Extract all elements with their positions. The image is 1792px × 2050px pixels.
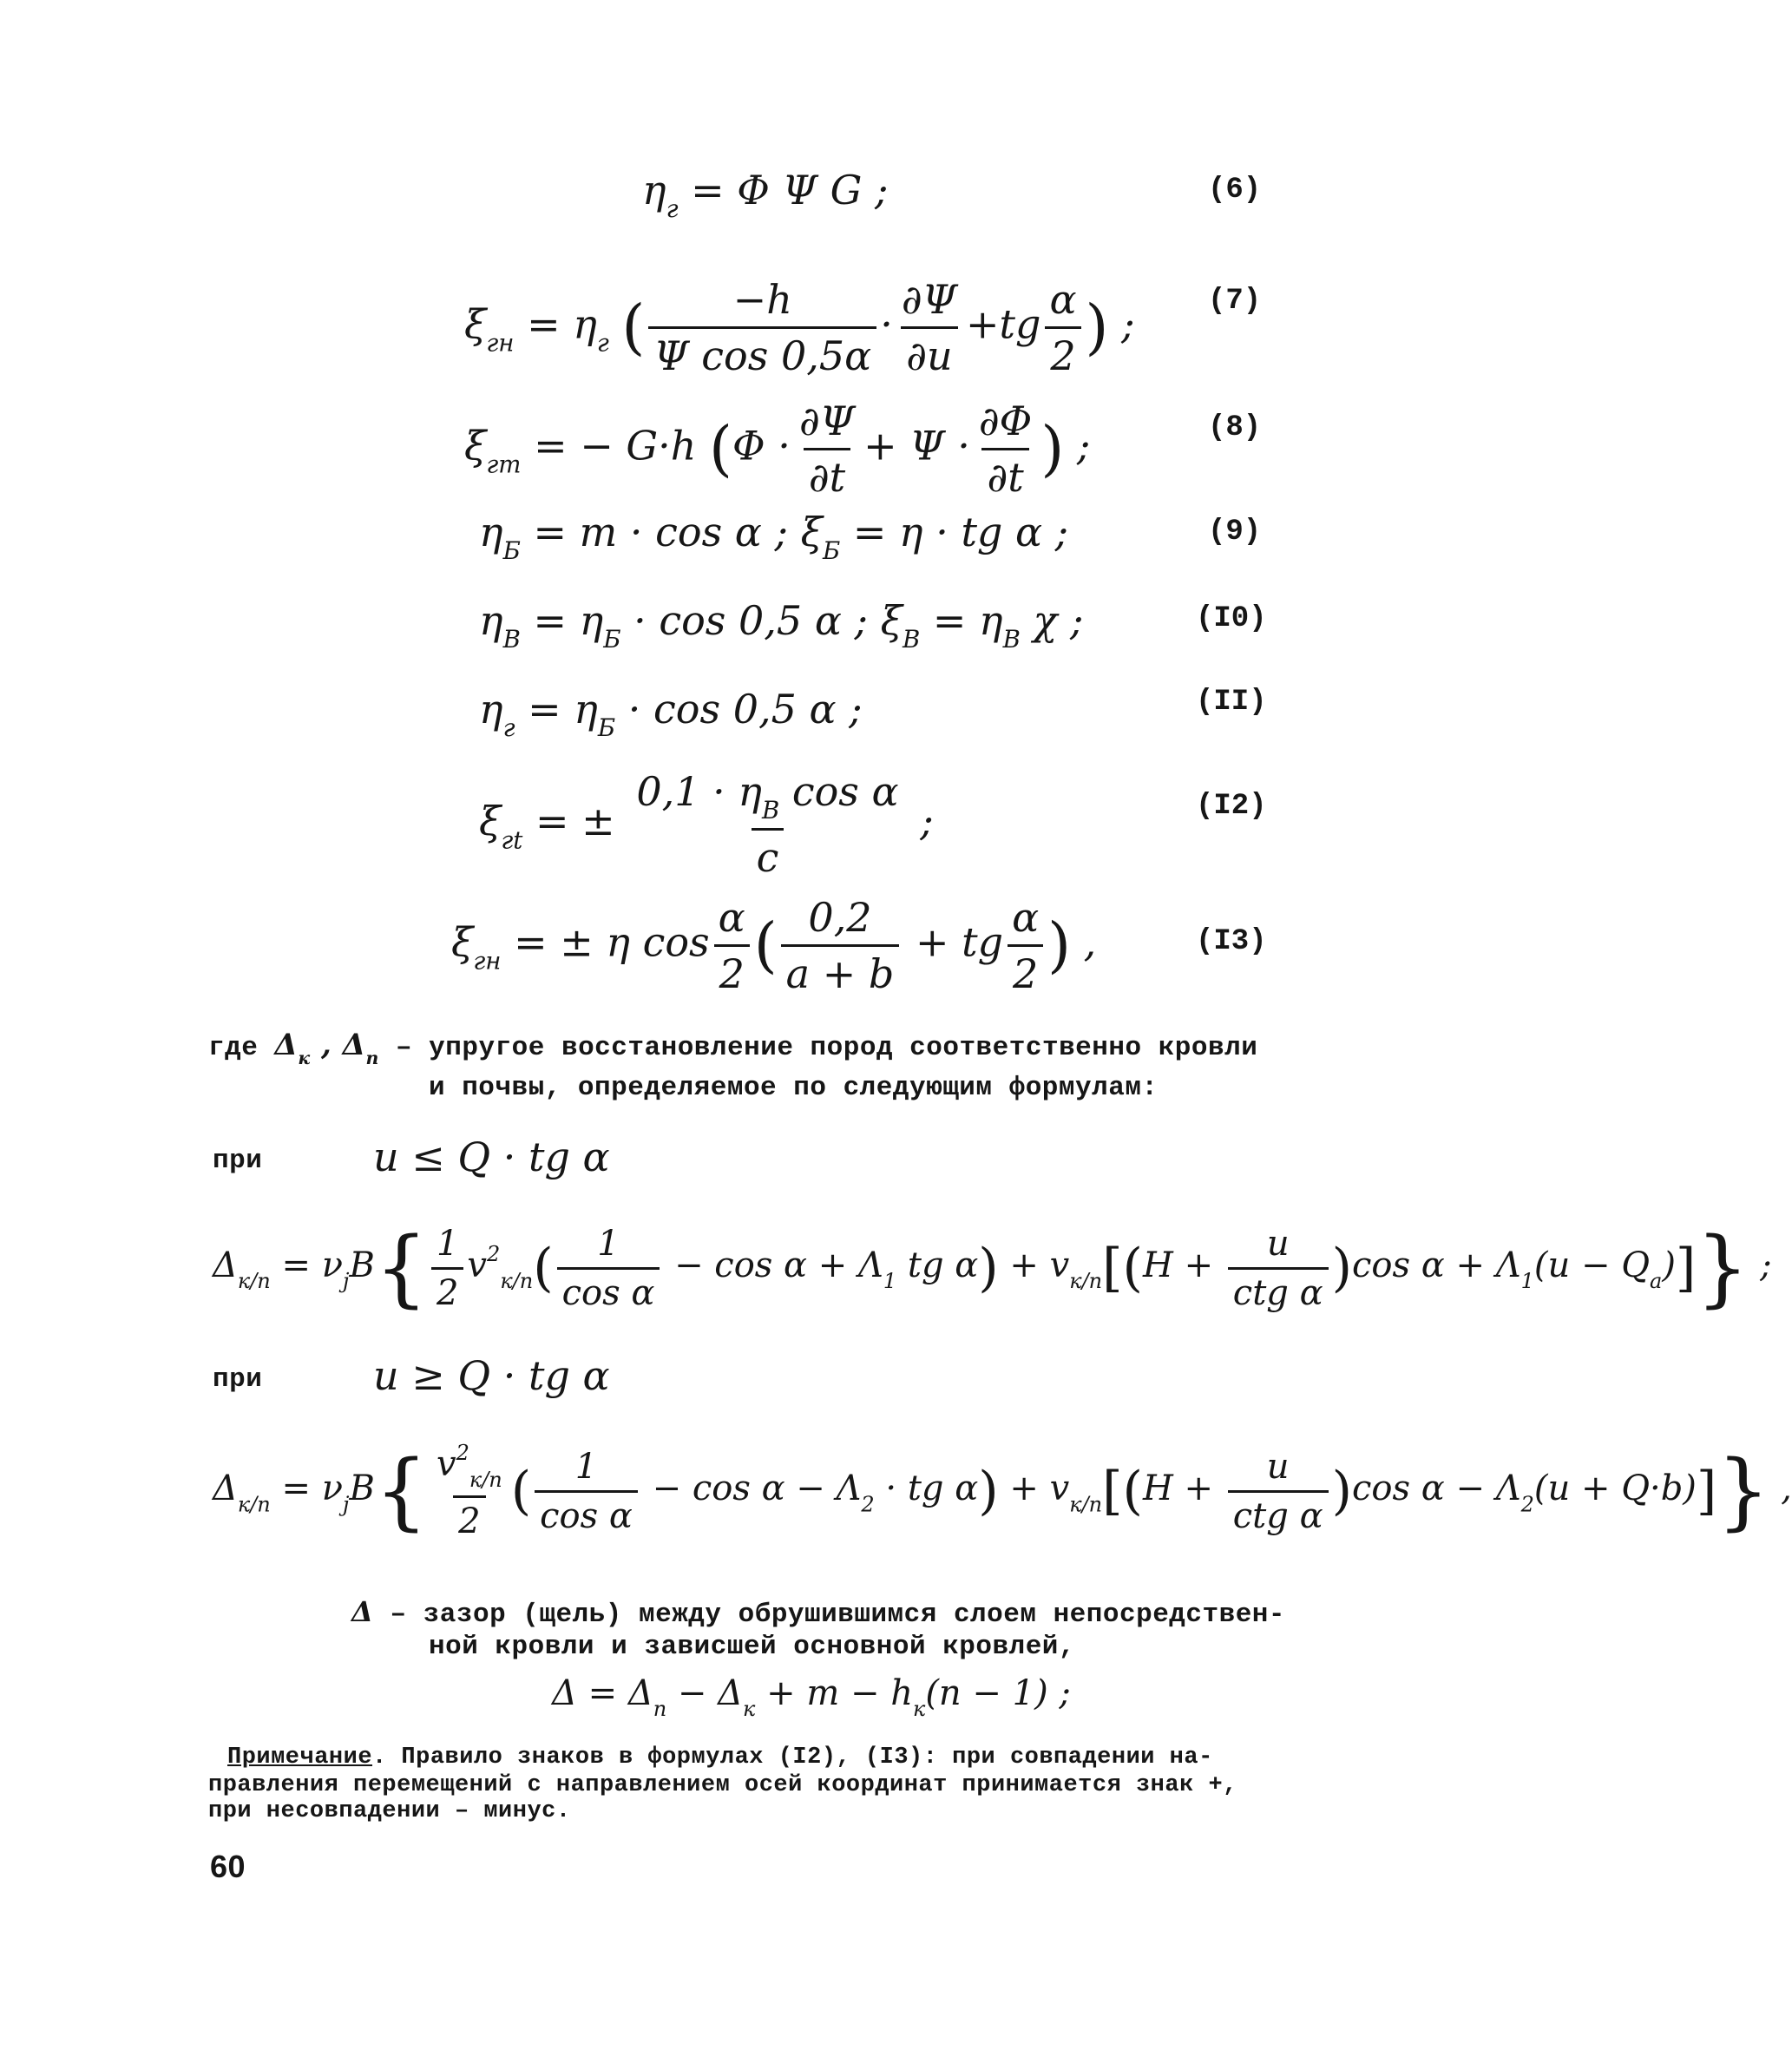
equation-number-13: (I3) <box>1196 925 1267 958</box>
delta-formula-2: $\Delta_{к/п} = \nu_jB${ $\frac{v^2_{к/п}}{2}$ ( $\frac{1}{\text{cos α}}$ − $\cos \alpha - \Lambda_2$ · tg $\alpha) + v_{к/п}[(H$ + $\frac{u}{\text{ctg α}}$ )cos $\alpha - \Lambda_2(u + Q\cdot b)$]} , <box>213 1441 1792 1542</box>
gap-dash: – <box>390 1600 407 1630</box>
gap-line-1 <box>351 1595 1285 1630</box>
equation-13: $\xi_{гн}$ = ± η cos $\frac{\alpha}{2}$ ( $\frac{0,2}{a + b}$ + tg $\frac{\alpha}{2}$ ) , <box>451 894 1097 997</box>
equation-number-6: (6) <box>1208 174 1262 207</box>
equation-number-12: (I2) <box>1196 790 1267 823</box>
note-text-1: . Правило знаков в формулах (I2), (I3): при совпадении на- <box>372 1744 1213 1771</box>
where-line-2: и почвы, определяемое по следующим формулам: <box>429 1073 1159 1103</box>
gap-symbol: Δ <box>351 1595 374 1628</box>
equation-number-8: (8) <box>1208 411 1262 444</box>
equation-number-7: (7) <box>1208 285 1262 318</box>
gap-description-1: зазор (щель) между обрушившимся слоем непосредствен- <box>423 1600 1286 1630</box>
where-prefix: где <box>208 1033 259 1063</box>
page-number: 60 <box>210 1849 246 1884</box>
equation-7: $\xi_{гн} = \eta_г$ ( $\frac{-h}{\text{Ψ cos 0,5α}}$ · $\frac{\partial\Psi}{\partial u}$ +tg $\frac{\alpha}{2}$ ) ; <box>464 276 1135 379</box>
where-line-1: где $\Delta_к$ , $\Delta_п$ – упругое восстановление пород соответственно кровли <box>208 1028 1258 1069</box>
condition-1: u ≤ Q · tg α <box>373 1133 610 1180</box>
gap-line-2: ной кровли и зависшей основной кровлей, <box>429 1632 1076 1662</box>
where-description-1: упругое восстановление пород соответственно кровли <box>429 1033 1258 1063</box>
gap-formula: $\Delta = \Delta_п - \Delta_к + m - h_к(n - 1)$ ; <box>552 1673 1071 1722</box>
equation-12: $\xi_{гt}$ = ± $\frac{0,1 \cdot \eta_В \cos \alpha}{c}$ ; <box>479 768 934 882</box>
condition-2: u ≥ Q · tg α <box>373 1352 610 1399</box>
equation-number-10: (I0) <box>1196 602 1267 635</box>
condition-1-label: при <box>213 1146 263 1176</box>
equation-9: $\eta_Б = m \cdot \cos \alpha$ ; $\xi_Б = \eta$ · tg α ; <box>479 509 1069 566</box>
equation-8: $\xi_{гт}$ = − G·h (Φ · $\frac{\partial\Psi}{\partial t}$ + Ψ · $\frac{\partial\Phi}{\partial t}$ ) ; <box>464 398 1091 501</box>
note-line-1 <box>227 1744 1213 1771</box>
note-line-2: правления перемещений с направлением осей координат принимается знак +, <box>208 1772 1237 1798</box>
equation-10: $\eta_В = \eta_Б \cdot \cos 0,5$ α ; $\xi_В = \eta_В$ χ ; <box>479 597 1084 654</box>
condition-2-label: при <box>213 1364 263 1395</box>
equation-6: $\eta_г = \Phi$ Ψ G ; <box>642 167 889 224</box>
delta-formula-1: $\Delta_{к/п} = \nu_jB${ $\frac{1}{2}$ $v^2_{к/п}$( $\frac{1}{\text{cos α}}$ − $\cos \alpha + \Lambda_1$ tg $\alpha) + v_{к/п}[(H$ + $\frac{u}{\text{ctg α}}$ )cos $\alpha + \Lambda_1(u - Q_a)$]} ; <box>213 1219 1772 1317</box>
note-line-3: при несовпадении – минус. <box>208 1798 571 1824</box>
equation-number-11: (II) <box>1196 686 1267 719</box>
where-symbols: $\Delta_к$ , $\Delta_п$ <box>274 1028 379 1069</box>
equation-number-9: (9) <box>1208 516 1262 549</box>
equation-11: $\eta_г = \eta_Б \cdot \cos 0,5$ α ; <box>479 686 863 743</box>
note-label: Примечание <box>227 1744 373 1771</box>
